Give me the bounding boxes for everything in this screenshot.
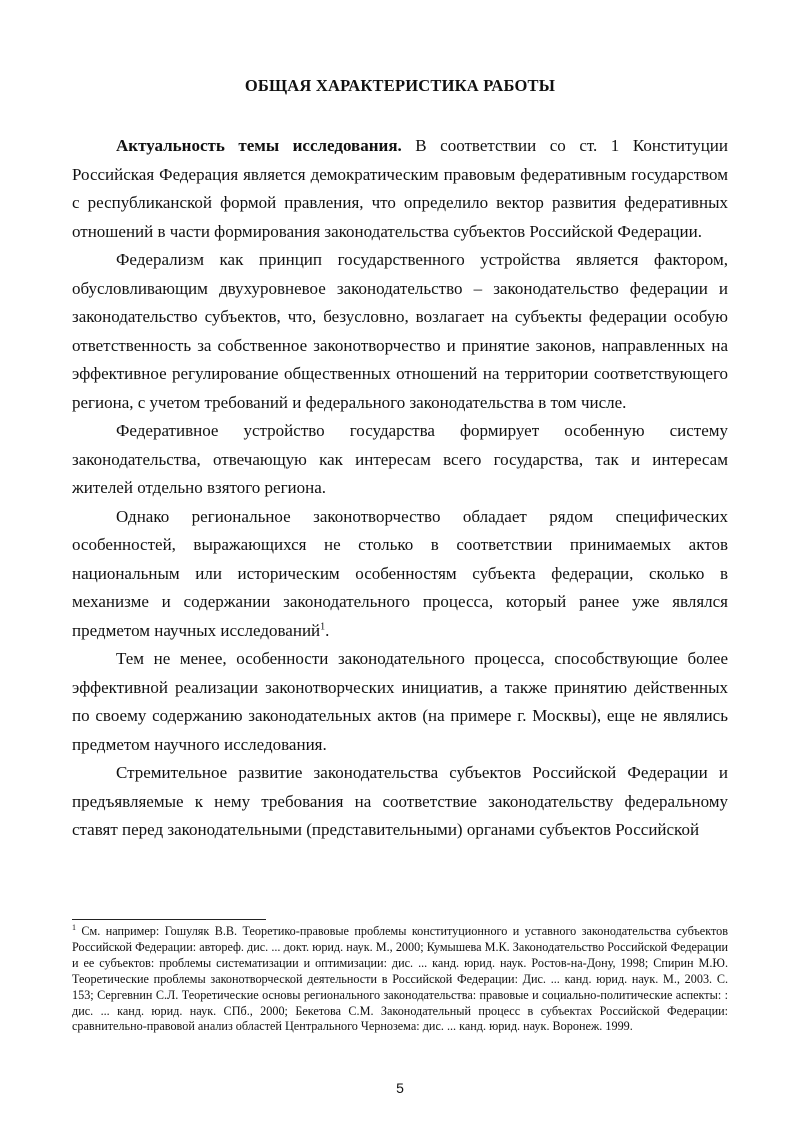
- paragraph-tail: .: [325, 620, 330, 640]
- footnote-divider: [72, 919, 266, 920]
- paragraph-text: Федеративное устройство государства формирует особенную систему законодательства, отвечающую как интересам всего государства, так и интересам жителей отдельно взятого региона.: [72, 421, 728, 497]
- footnote-reference[interactable]: 1: [320, 620, 326, 632]
- paragraph-text: В соответствии со ст. 1 Конституции Российская Федерация является демократическим правовым федеративным государством с республиканской формой правления, что определило вектор развития федеративных отношений в части формирования законодательства субъектов Российской Федерации.: [72, 136, 728, 241]
- document-body: [72, 132, 728, 845]
- paragraph-federalism: [72, 246, 728, 417]
- footnote-number: 1: [72, 922, 76, 932]
- footnote: [72, 924, 728, 1035]
- paragraph-research-gap: [72, 645, 728, 759]
- paragraph-regional-lawmaking: [72, 503, 728, 646]
- paragraph-relevance: [72, 132, 728, 246]
- paragraph-lead: Актуальность темы исследования.: [116, 136, 402, 155]
- footnote-text: См. например: Гошуляк В.В. Теоретико-правовые проблемы конституционного и уставного законодательства субъектов Российской Федерации: автореф. дис. ... докт. юрид. наук. М., 2000; Кумышева М.К. Законодательство Российской Федерации и ее субъектов: проблемы систематизации и оптимизации: дис. ... канд. юрид. наук. Ростов-на-Дону, 1998; Спирин М.Ю. Теоретические проблемы законотворческой деятельности в Российской Федерации: Дис. ... канд. юрид. наук. М., 2003. С. 153; Сергевнин С.Л. Теоретические основы регионального законодательства: правовые и социально-политические аспекты: : дис. ... канд. юрид. наук. СПб., 2000; Бекетова С.М. Законодательный процесс в субъектах Российской Федерации: сравнительно-правовой анализ областей Центрального Черноземa: дис. ... канд. юрид. наук. Воронеж. 1999.: [72, 924, 728, 1034]
- paragraph-text: Стремительное развитие законодательства субъектов Российской Федерации и предъявляемые к нему требования на соответствие законодательству федеральному ставят перед законодательными (представительными) органами субъектов Российской: [72, 763, 728, 839]
- paragraph-development: [72, 759, 728, 845]
- page-title: ОБЩАЯ ХАРАКТЕРИСТИКА РАБОТЫ: [244, 76, 556, 95]
- paragraph-text: Федерализм как принцип государственного устройства является фактором, обусловливающим двухуровневое законодательство – законодательство федерации и законодательство субъектов, что, безусловно, возлагает на субъекты федерации особую ответственность за собственное законотворчество и принятие законов, направленных на эффективное регулирование общественных отношений на территории соответствующего региона, с учетом требований и федерального законодательства в том числе.: [72, 250, 728, 412]
- paragraph-federal-structure: [72, 417, 728, 503]
- paragraph-text: Тем не менее, особенности законодательного процесса, способствующие более эффективной реализации законотворческих инициатив, а также принятию действенных по своему содержанию законодательных актов (на примере г. Москвы), еще не являлись предметом научного исследования.: [72, 649, 728, 754]
- page-number: 5: [396, 1080, 404, 1096]
- paragraph-text: Однако региональное законотворчество обладает рядом специфических особенностей, выражающихся не столько в соответствии принимаемых актов национальным или историческим особенностям субъекта федерации, сколько в механизме и содержании законодательного процесса, который ранее уже являлся предметом научных исследований: [72, 506, 728, 640]
